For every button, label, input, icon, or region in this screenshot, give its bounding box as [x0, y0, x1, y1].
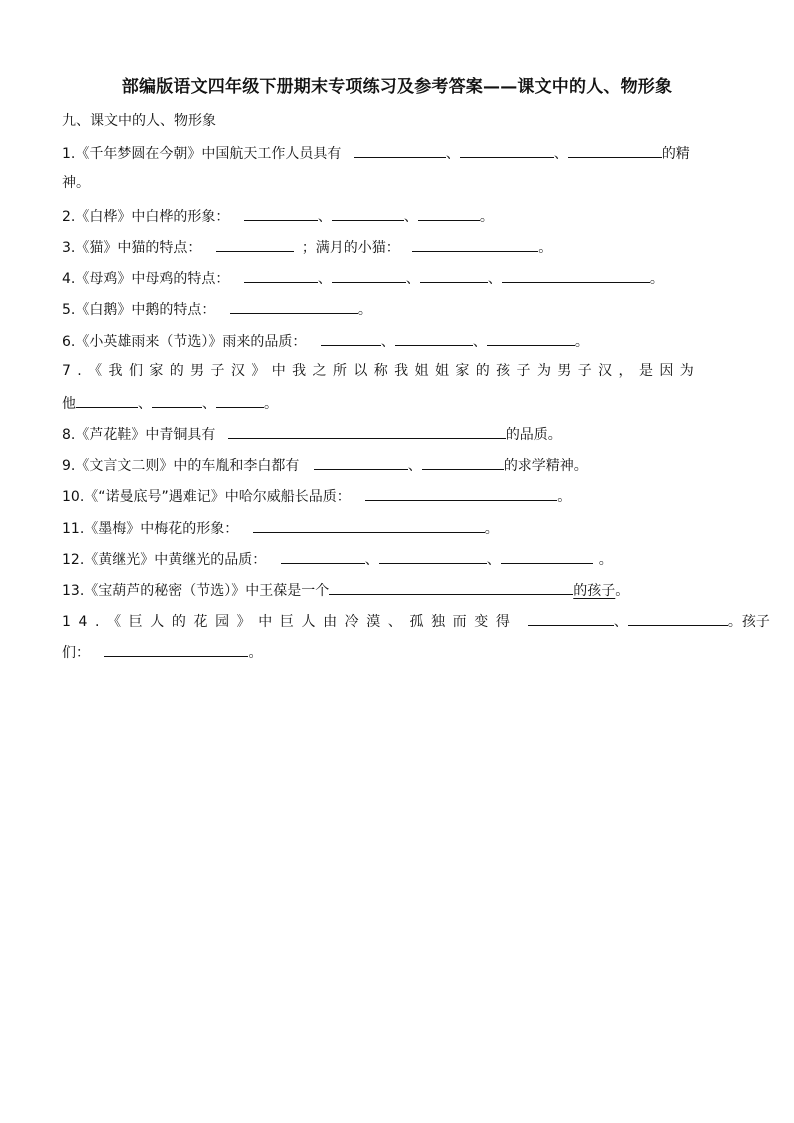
answer-blank[interactable]: [321, 331, 381, 346]
separator: 、: [405, 271, 420, 287]
answer-blank[interactable]: [412, 237, 538, 252]
question-1-text: 1.《千年梦圆在今朝》中国航天工作人员具有: [62, 146, 342, 162]
answer-blank[interactable]: [418, 206, 480, 221]
question-13-text: 13.《宝葫芦的秘密（节选）》中王葆是一个: [62, 583, 330, 599]
question-13: [62, 580, 629, 600]
answer-blank[interactable]: [244, 268, 318, 283]
answer-blank[interactable]: [216, 237, 294, 252]
question-1-continuation: 神。: [62, 175, 90, 191]
answer-blank[interactable]: [354, 143, 446, 158]
answer-blank[interactable]: [422, 455, 504, 470]
answer-blank[interactable]: [332, 268, 406, 283]
question-8-end: 的品质。: [505, 427, 562, 443]
separator: 、: [445, 146, 460, 162]
question-3-mid: ；满月的小猫：: [301, 240, 400, 256]
separator: 、: [487, 271, 502, 287]
answer-blank[interactable]: [501, 549, 593, 564]
question-4-end: 。: [649, 271, 664, 287]
question-14-end2: 。: [248, 645, 263, 661]
question-4-text: 4.《母鸡》中母鸡的特点：: [62, 271, 230, 287]
question-7-cont-text: 他: [62, 396, 76, 412]
question-11-text: 11.《墨梅》中梅花的形象：: [62, 521, 239, 537]
page-title: 部编版语文四年级下册期末专项练习及参考答案——课文中的人、物形象: [121, 77, 673, 97]
answer-blank[interactable]: [76, 393, 138, 408]
question-6-end: 。: [574, 334, 589, 350]
answer-blank[interactable]: [568, 143, 662, 158]
question-14: [62, 611, 770, 631]
answer-blank[interactable]: [230, 299, 358, 314]
answer-blank[interactable]: [228, 424, 506, 439]
question-11-end: 。: [484, 521, 499, 537]
question-2: [62, 206, 494, 226]
question-8: [62, 424, 562, 444]
question-5-text: 5.《白鹅》中鹅的特点：: [62, 302, 216, 318]
answer-blank[interactable]: [329, 580, 573, 595]
question-14-end: 。孩子: [727, 614, 770, 630]
question-2-text: 2.《白桦》中白桦的形象：: [62, 209, 230, 225]
question-12-text: 12.《黄继光》中黄继光的品质：: [62, 552, 267, 568]
answer-blank[interactable]: [395, 331, 473, 346]
answer-blank[interactable]: [216, 393, 264, 408]
question-14-cont-text: 们：: [62, 645, 90, 661]
question-14-continuation: [62, 642, 262, 662]
question-6: [62, 331, 589, 351]
question-5: [62, 299, 372, 319]
question-7: 7.《我们家的男子汉》中我之所以称我姐姐家的孩子为男子汉，是因为: [62, 363, 701, 379]
separator: 、: [553, 146, 568, 162]
separator: 、: [486, 552, 501, 568]
question-4: [62, 268, 664, 288]
separator: 、: [613, 614, 628, 630]
separator: 、: [380, 334, 395, 350]
question-12: [62, 549, 613, 569]
answer-blank[interactable]: [628, 611, 728, 626]
question-5-end: 。: [357, 302, 372, 318]
question-9-text: 9.《文言文二则》中的车胤和李白都有: [62, 458, 300, 474]
question-8-text: 8.《芦花鞋》中青铜具有: [62, 427, 216, 443]
question-2-end: 。: [479, 209, 494, 225]
separator: 、: [472, 334, 487, 350]
question-3-end: 。: [538, 240, 553, 256]
answer-blank[interactable]: [528, 611, 614, 626]
answer-blank[interactable]: [420, 268, 488, 283]
separator: 、: [403, 209, 418, 225]
separator: 、: [407, 458, 422, 474]
question-7-end: 。: [264, 396, 278, 412]
answer-blank[interactable]: [332, 206, 404, 221]
separator: 、: [202, 396, 216, 412]
separator: 、: [317, 209, 332, 225]
question-11: [62, 518, 499, 538]
answer-blank[interactable]: [152, 393, 202, 408]
question-1-end: 的精: [661, 146, 690, 162]
question-13-tail: 。: [615, 583, 630, 599]
question-10-end: 。: [557, 489, 572, 505]
question-12-end: 。: [598, 552, 613, 568]
answer-blank[interactable]: [379, 549, 487, 564]
question-3: [62, 237, 552, 257]
question-3-text: 3.《猫》中猫的特点：: [62, 240, 202, 256]
answer-blank[interactable]: [104, 642, 248, 657]
answer-blank[interactable]: [281, 549, 365, 564]
separator: 、: [317, 271, 332, 287]
question-6-text: 6.《小英雄雨来（节选）》雨来的品质：: [62, 334, 307, 350]
answer-blank[interactable]: [502, 268, 650, 283]
answer-blank[interactable]: [244, 206, 318, 221]
section-heading: 九、课文中的人、物形象: [62, 113, 216, 129]
question-9: [62, 455, 588, 475]
question-7-continuation: [62, 393, 278, 413]
question-14-text: 14.《巨人的花园》中巨人由冷漠、孤独而变得: [62, 614, 518, 630]
separator: 、: [364, 552, 379, 568]
question-10-text: 10.《“诺曼底号”遇难记》中哈尔威船长品质：: [62, 489, 351, 505]
answer-blank[interactable]: [253, 518, 485, 533]
answer-blank[interactable]: [314, 455, 408, 470]
question-10: [62, 486, 571, 506]
question-13-end: 的孩子: [573, 583, 616, 599]
question-1: [62, 143, 690, 163]
question-9-end: 的求学精神。: [503, 458, 588, 474]
answer-blank[interactable]: [487, 331, 575, 346]
answer-blank[interactable]: [460, 143, 554, 158]
answer-blank[interactable]: [365, 486, 557, 501]
separator: 、: [138, 396, 152, 412]
